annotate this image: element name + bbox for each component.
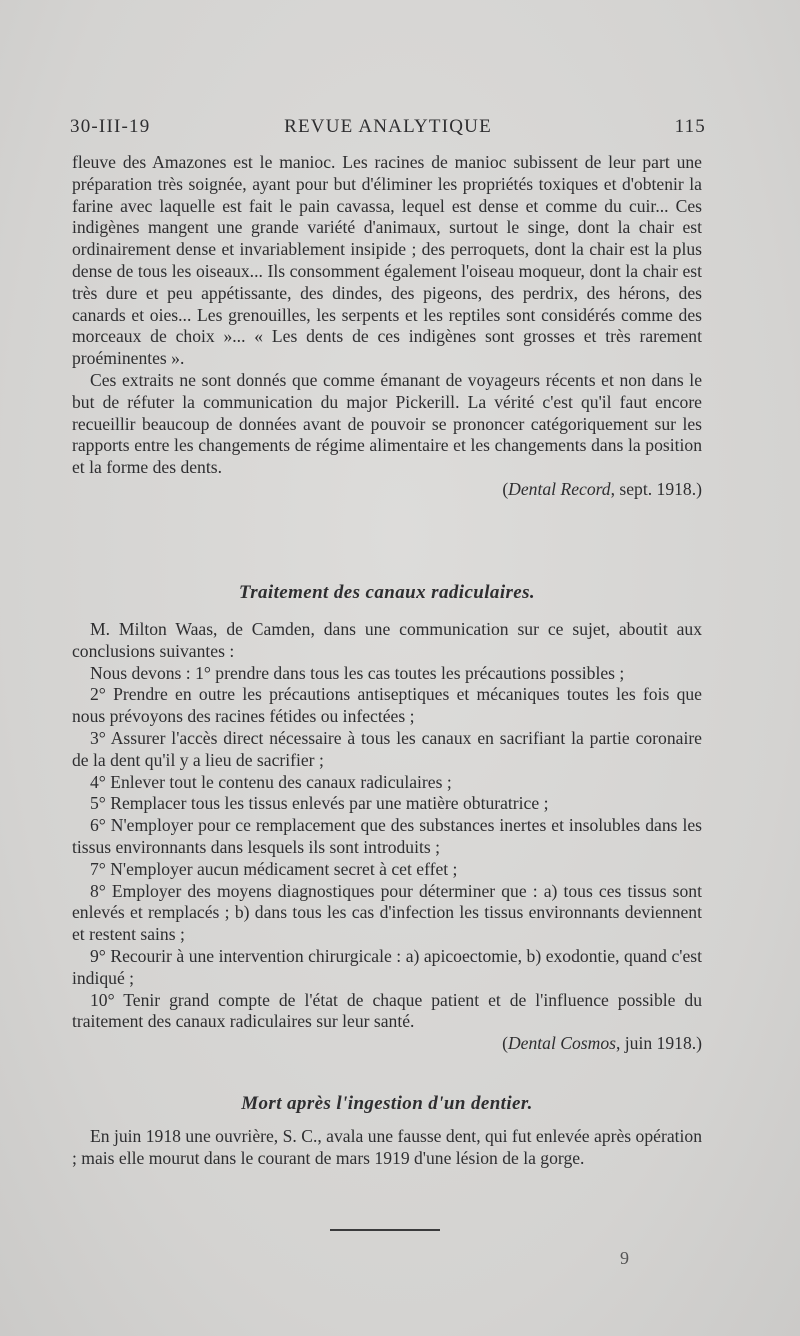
citation-paren: ) xyxy=(696,1033,702,1054)
citation-journal: Dental Record xyxy=(508,478,611,499)
section-divider xyxy=(330,1229,440,1231)
header-date: 30-III-19 xyxy=(70,116,151,137)
citation-paren: ( xyxy=(502,478,509,499)
section-heading: Mort après l'ingestion d'un dentier. xyxy=(241,1093,533,1114)
citation-journal: Dental Cosmos xyxy=(507,1033,616,1054)
source-citation xyxy=(72,1033,702,1055)
header-title: REVUE ANALYTIQUE xyxy=(284,116,492,137)
list-item: 4° Enlever tout le contenu des canaux radiculaires ; xyxy=(90,771,452,792)
paragraph: fleuve des Amazones est le manioc. Les racines de manioc subissent de leur part une préparation très soignée, ayant pour but d'éliminer les propriétés toxiques et d'obtenir la farine avec laquelle est fait le pain cavassa, lequel est dense et comme du cuir... Ces indigènes mangent une grande variété d'animaux, surtout le singe, dont la chair est ordinairement dense et invariablement insipide ; des perroquets, dont la chair est la plus dense de tous les oiseaux... Ils consomment également l'oiseau moqueur, dont la chair est très dure et peu appétissante, des dindes, des pigeons, des perdrix, des hérons, des canards et oies... Les grenouilles, les serpents et les reptiles sont considérés comme des morceaux de choix »... « Les dents de ces indigènes sont grosses et très rarement proéminentes ». xyxy=(72,152,702,369)
paragraph: En juin 1918 une ouvrière, S. C., avala une fausse dent, qui fut enlevée après opération ; mais elle mourut dans le courant de mars 1919 d'une lésion de la gorge. xyxy=(72,1126,702,1168)
paragraph: Ces extraits ne sont donnés que comme émanant de voyageurs récents et non dans le but de réfuter la communication du major Pickerill. La vérité c'est qu'il faut encore recueillir beaucoup de données avant de pouvoir se prononcer catégoriquement sur les rapports entre les changements de régime alimentaire et les changements dans la position et la forme des dents. xyxy=(72,369,702,478)
running-header xyxy=(70,116,706,144)
list-item: 7° N'employer aucun médicament secret à cet effet ; xyxy=(90,858,458,879)
list-item: Nous devons : 1° prendre dans tous les cas toutes les précautions possibles ; xyxy=(90,662,625,683)
page-number: 115 xyxy=(674,116,706,137)
citation-paren: ( xyxy=(502,1033,508,1054)
section-1-body xyxy=(72,152,702,501)
paragraph: M. Milton Waas, de Camden, dans une communication sur ce sujet, aboutit aux conclusions suivantes : xyxy=(72,619,702,661)
list-item: 8° Employer des moyens diagnostiques pour déterminer que : a) tous ces tissus sont enlevés et remplacés ; b) dans tous les cas d'infection les tissus environnants deviennent et restent sains ; xyxy=(72,880,702,945)
section-2-body xyxy=(72,619,702,1055)
list-item: 3° Assurer l'accès direct nécessaire à tous les canaux en sacrifiant la partie coronaire de la dent qu'il y a lieu de sacrifier ; xyxy=(72,727,702,770)
list-item: 6° N'employer pour ce remplacement que des substances inertes et insolubles dans les tissus environnants dans lesquels ils sont introduits ; xyxy=(72,815,702,857)
citation-date: , juin 1918. xyxy=(615,1033,697,1054)
section-3-body xyxy=(72,1126,702,1170)
section-heading: Traitement des canaux radiculaires. xyxy=(238,582,536,603)
list-item: 9° Recourir à une intervention chirurgicale : a) apicoectomie, b) exodontie, quand c'est indiqué ; xyxy=(72,945,702,988)
citation-paren: ) xyxy=(696,478,702,499)
list-item: 2° Prendre en outre les précautions antiseptiques et mécaniques toutes les fois que nous prévoyons des racines fétides ou infectées ; xyxy=(72,684,702,727)
citation-date: , sept. 1918. xyxy=(610,478,697,499)
list-item: 10° Tenir grand compte de l'état de chaque patient et de l'influence possible du traitement des canaux radiculaires sur leur santé. xyxy=(72,989,702,1032)
source-citation xyxy=(72,479,702,501)
list-item: 5° Remplacer tous les tissus enlevés par une matière obturatrice ; xyxy=(90,793,549,814)
signature-mark: 9 xyxy=(620,1248,629,1268)
